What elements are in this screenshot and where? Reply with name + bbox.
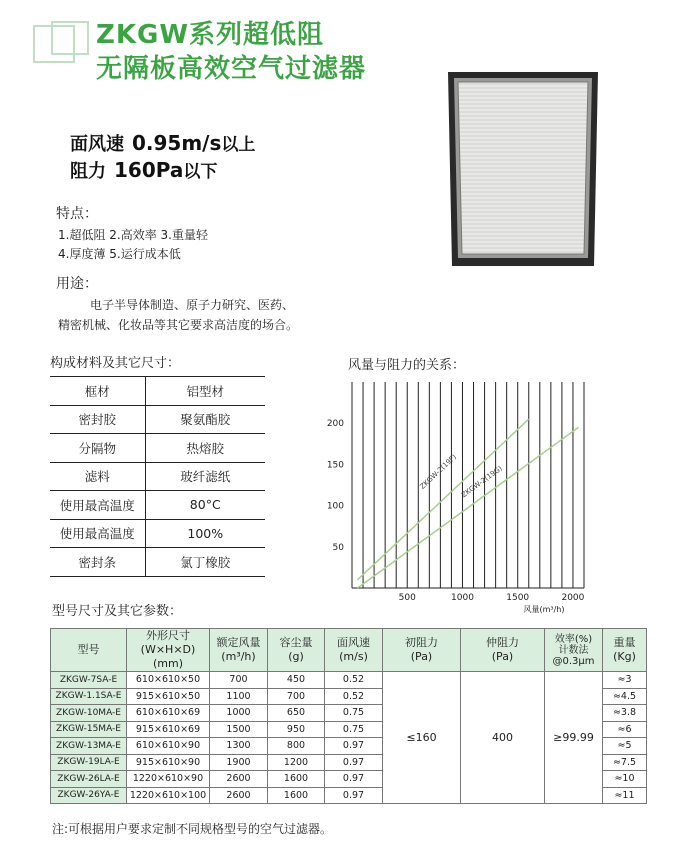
materials-key: 框材 bbox=[50, 377, 145, 406]
face-velocity-label: 面风速 bbox=[70, 134, 124, 155]
params-table bbox=[50, 628, 647, 804]
series-label: ZKGW-2(19F) bbox=[418, 452, 459, 491]
cell-velocity: 0.75 bbox=[325, 721, 383, 738]
materials-value: 玻纤滤纸 bbox=[145, 462, 265, 491]
chart-title: 风量与阻力的关系： bbox=[348, 358, 466, 373]
cell-dust: 950 bbox=[268, 721, 325, 738]
cell-model: ZKGW-10MA-E bbox=[51, 705, 127, 722]
cell-size: 610×610×90 bbox=[127, 738, 210, 755]
header-final-resistance: 仲阻力 (Pa) bbox=[461, 629, 545, 672]
cell-size: 610×610×69 bbox=[127, 705, 210, 722]
cell-weight: ≈5 bbox=[603, 738, 647, 755]
cell-dust: 450 bbox=[268, 672, 325, 689]
usage-line-2: 精密机械、化妆品等其它要求高洁度的场合。 bbox=[58, 318, 299, 332]
cell-size: 1220×610×90 bbox=[127, 771, 210, 788]
cell-dust: 800 bbox=[268, 738, 325, 755]
cell-airflow: 2600 bbox=[210, 771, 268, 788]
y-tick-label: 150 bbox=[326, 460, 344, 471]
cell-model: ZKGW-13MA-E bbox=[51, 738, 127, 755]
header-weight: 重量 (Kg) bbox=[603, 629, 647, 672]
series-line bbox=[358, 427, 579, 588]
features-heading: 特点： bbox=[56, 206, 98, 222]
cell-velocity: 0.97 bbox=[325, 771, 383, 788]
footnote: 注:可根据用户要求定制不同规格型号的空气过滤器。 bbox=[52, 822, 333, 836]
cell-weight: ≈11 bbox=[603, 787, 647, 804]
cell-weight: ≈4.5 bbox=[603, 688, 647, 705]
title-line-2: 无隔板高效空气过滤器 bbox=[96, 54, 367, 84]
header-dust: 容尘量 (g) bbox=[268, 629, 325, 672]
params-heading: 型号尺寸及其它参数： bbox=[52, 604, 183, 619]
cell-size: 915×610×69 bbox=[127, 721, 210, 738]
materials-value: 80°C bbox=[145, 491, 265, 520]
resistance-label: 阻力 bbox=[70, 161, 106, 182]
x-tick-label: 2000 bbox=[561, 593, 585, 603]
materials-row bbox=[50, 491, 265, 520]
resistance-value: 160Pa bbox=[114, 158, 184, 182]
cell-velocity: 0.97 bbox=[325, 754, 383, 771]
materials-value: 铝型材 bbox=[145, 377, 265, 406]
materials-key: 使用最高温度 bbox=[50, 519, 145, 548]
cell-model: ZKGW-1.1SA-E bbox=[51, 688, 127, 705]
cell-airflow: 1300 bbox=[210, 738, 268, 755]
y-tick-label: 200 bbox=[326, 419, 344, 430]
materials-key: 滤料 bbox=[50, 462, 145, 491]
cell-size: 610×610×50 bbox=[127, 672, 210, 689]
x-tick-label: 1500 bbox=[506, 593, 530, 603]
filter-product-image bbox=[444, 70, 602, 268]
cell-dust: 650 bbox=[268, 705, 325, 722]
header-model: 型号 bbox=[51, 629, 127, 672]
cell-dust: 700 bbox=[268, 688, 325, 705]
title-line-1: ZKGW系列超低阻 bbox=[96, 20, 325, 50]
header-airflow: 额定风量 (m³/h) bbox=[210, 629, 268, 672]
usage-heading: 用途： bbox=[56, 276, 98, 292]
cell-airflow: 700 bbox=[210, 672, 268, 689]
cell-model: ZKGW-15MA-E bbox=[51, 721, 127, 738]
materials-row bbox=[50, 548, 265, 577]
materials-value: 100% bbox=[145, 519, 265, 548]
materials-row bbox=[50, 462, 265, 491]
y-tick-label: 50 bbox=[332, 542, 344, 553]
materials-value: 热熔胶 bbox=[145, 434, 265, 463]
materials-key: 密封胶 bbox=[50, 405, 145, 434]
materials-table bbox=[50, 376, 265, 577]
cell-airflow: 1500 bbox=[210, 721, 268, 738]
materials-heading: 构成材料及其它尺寸： bbox=[50, 356, 181, 371]
cell-dust: 1600 bbox=[268, 787, 325, 804]
face-velocity-suffix: 以上 bbox=[221, 135, 256, 155]
cell-velocity: 0.75 bbox=[325, 705, 383, 722]
cell-weight: ≈3.8 bbox=[603, 705, 647, 722]
cell-merged-final-res: 400 bbox=[461, 672, 545, 804]
cell-model: ZKGW-26LA-E bbox=[51, 771, 127, 788]
series-label: ZKGW-2(19G) bbox=[460, 464, 504, 500]
table-row bbox=[51, 672, 647, 689]
cell-airflow: 1000 bbox=[210, 705, 268, 722]
materials-row bbox=[50, 405, 265, 434]
resistance-spec bbox=[70, 157, 217, 183]
face-velocity-spec bbox=[70, 130, 255, 156]
cell-model: ZKGW-19LA-E bbox=[51, 754, 127, 771]
x-axis-label: 风量(m³/h) bbox=[523, 605, 565, 614]
cell-velocity: 0.97 bbox=[325, 738, 383, 755]
cell-size: 915×610×50 bbox=[127, 688, 210, 705]
resistance-suffix: 以下 bbox=[183, 162, 218, 182]
airflow-resistance-chart bbox=[322, 370, 592, 618]
y-tick-label: 100 bbox=[326, 501, 344, 512]
cell-velocity: 0.52 bbox=[325, 688, 383, 705]
materials-key: 分隔物 bbox=[50, 434, 145, 463]
materials-key: 密封条 bbox=[50, 548, 145, 577]
materials-value: 聚氨酯胶 bbox=[145, 405, 265, 434]
cell-dust: 1200 bbox=[268, 754, 325, 771]
cell-merged-init-res: ≤160 bbox=[383, 672, 461, 804]
cell-model: ZKGW-26YA-E bbox=[51, 787, 127, 804]
header-velocity: 面风速 (m/s) bbox=[325, 629, 383, 672]
features-line-1: 1.超低阻 2.高效率 3.重量轻 bbox=[58, 228, 208, 242]
cell-size: 915×610×90 bbox=[127, 754, 210, 771]
cell-airflow: 1100 bbox=[210, 688, 268, 705]
header-initial-resistance: 初阻力 (Pa) bbox=[383, 629, 461, 672]
usage-line-1: 电子半导体制造、原子力研究、医药、 bbox=[90, 298, 295, 312]
materials-row bbox=[50, 377, 265, 406]
cell-velocity: 0.52 bbox=[325, 672, 383, 689]
cell-airflow: 2600 bbox=[210, 787, 268, 804]
header-efficiency: 效率(%) 计数法 @0.3μm bbox=[545, 629, 603, 672]
x-tick-label: 1000 bbox=[451, 593, 474, 603]
materials-value: 氯丁橡胶 bbox=[145, 548, 265, 577]
cell-velocity: 0.97 bbox=[325, 787, 383, 804]
cell-weight: ≈3 bbox=[603, 672, 647, 689]
cell-model: ZKGW-7SA-E bbox=[51, 672, 127, 689]
materials-row bbox=[50, 434, 265, 463]
cell-merged-eff: ≥99.99 bbox=[545, 672, 603, 804]
cell-dust: 1600 bbox=[268, 771, 325, 788]
x-tick-label: 500 bbox=[398, 593, 416, 603]
cell-weight: ≈10 bbox=[603, 771, 647, 788]
logo-squares-icon bbox=[30, 20, 92, 70]
cell-weight: ≈6 bbox=[603, 721, 647, 738]
features-line-2: 4.厚度薄 5.运行成本低 bbox=[58, 247, 181, 261]
series-line bbox=[358, 419, 529, 580]
materials-row bbox=[50, 519, 265, 548]
cell-size: 1220×610×100 bbox=[127, 787, 210, 804]
cell-weight: ≈7.5 bbox=[603, 754, 647, 771]
materials-key: 使用最高温度 bbox=[50, 491, 145, 520]
header-size: 外形尺寸 (W×H×D)(mm) bbox=[127, 629, 210, 672]
cell-airflow: 1900 bbox=[210, 754, 268, 771]
face-velocity-value: 0.95m/s bbox=[132, 131, 222, 155]
